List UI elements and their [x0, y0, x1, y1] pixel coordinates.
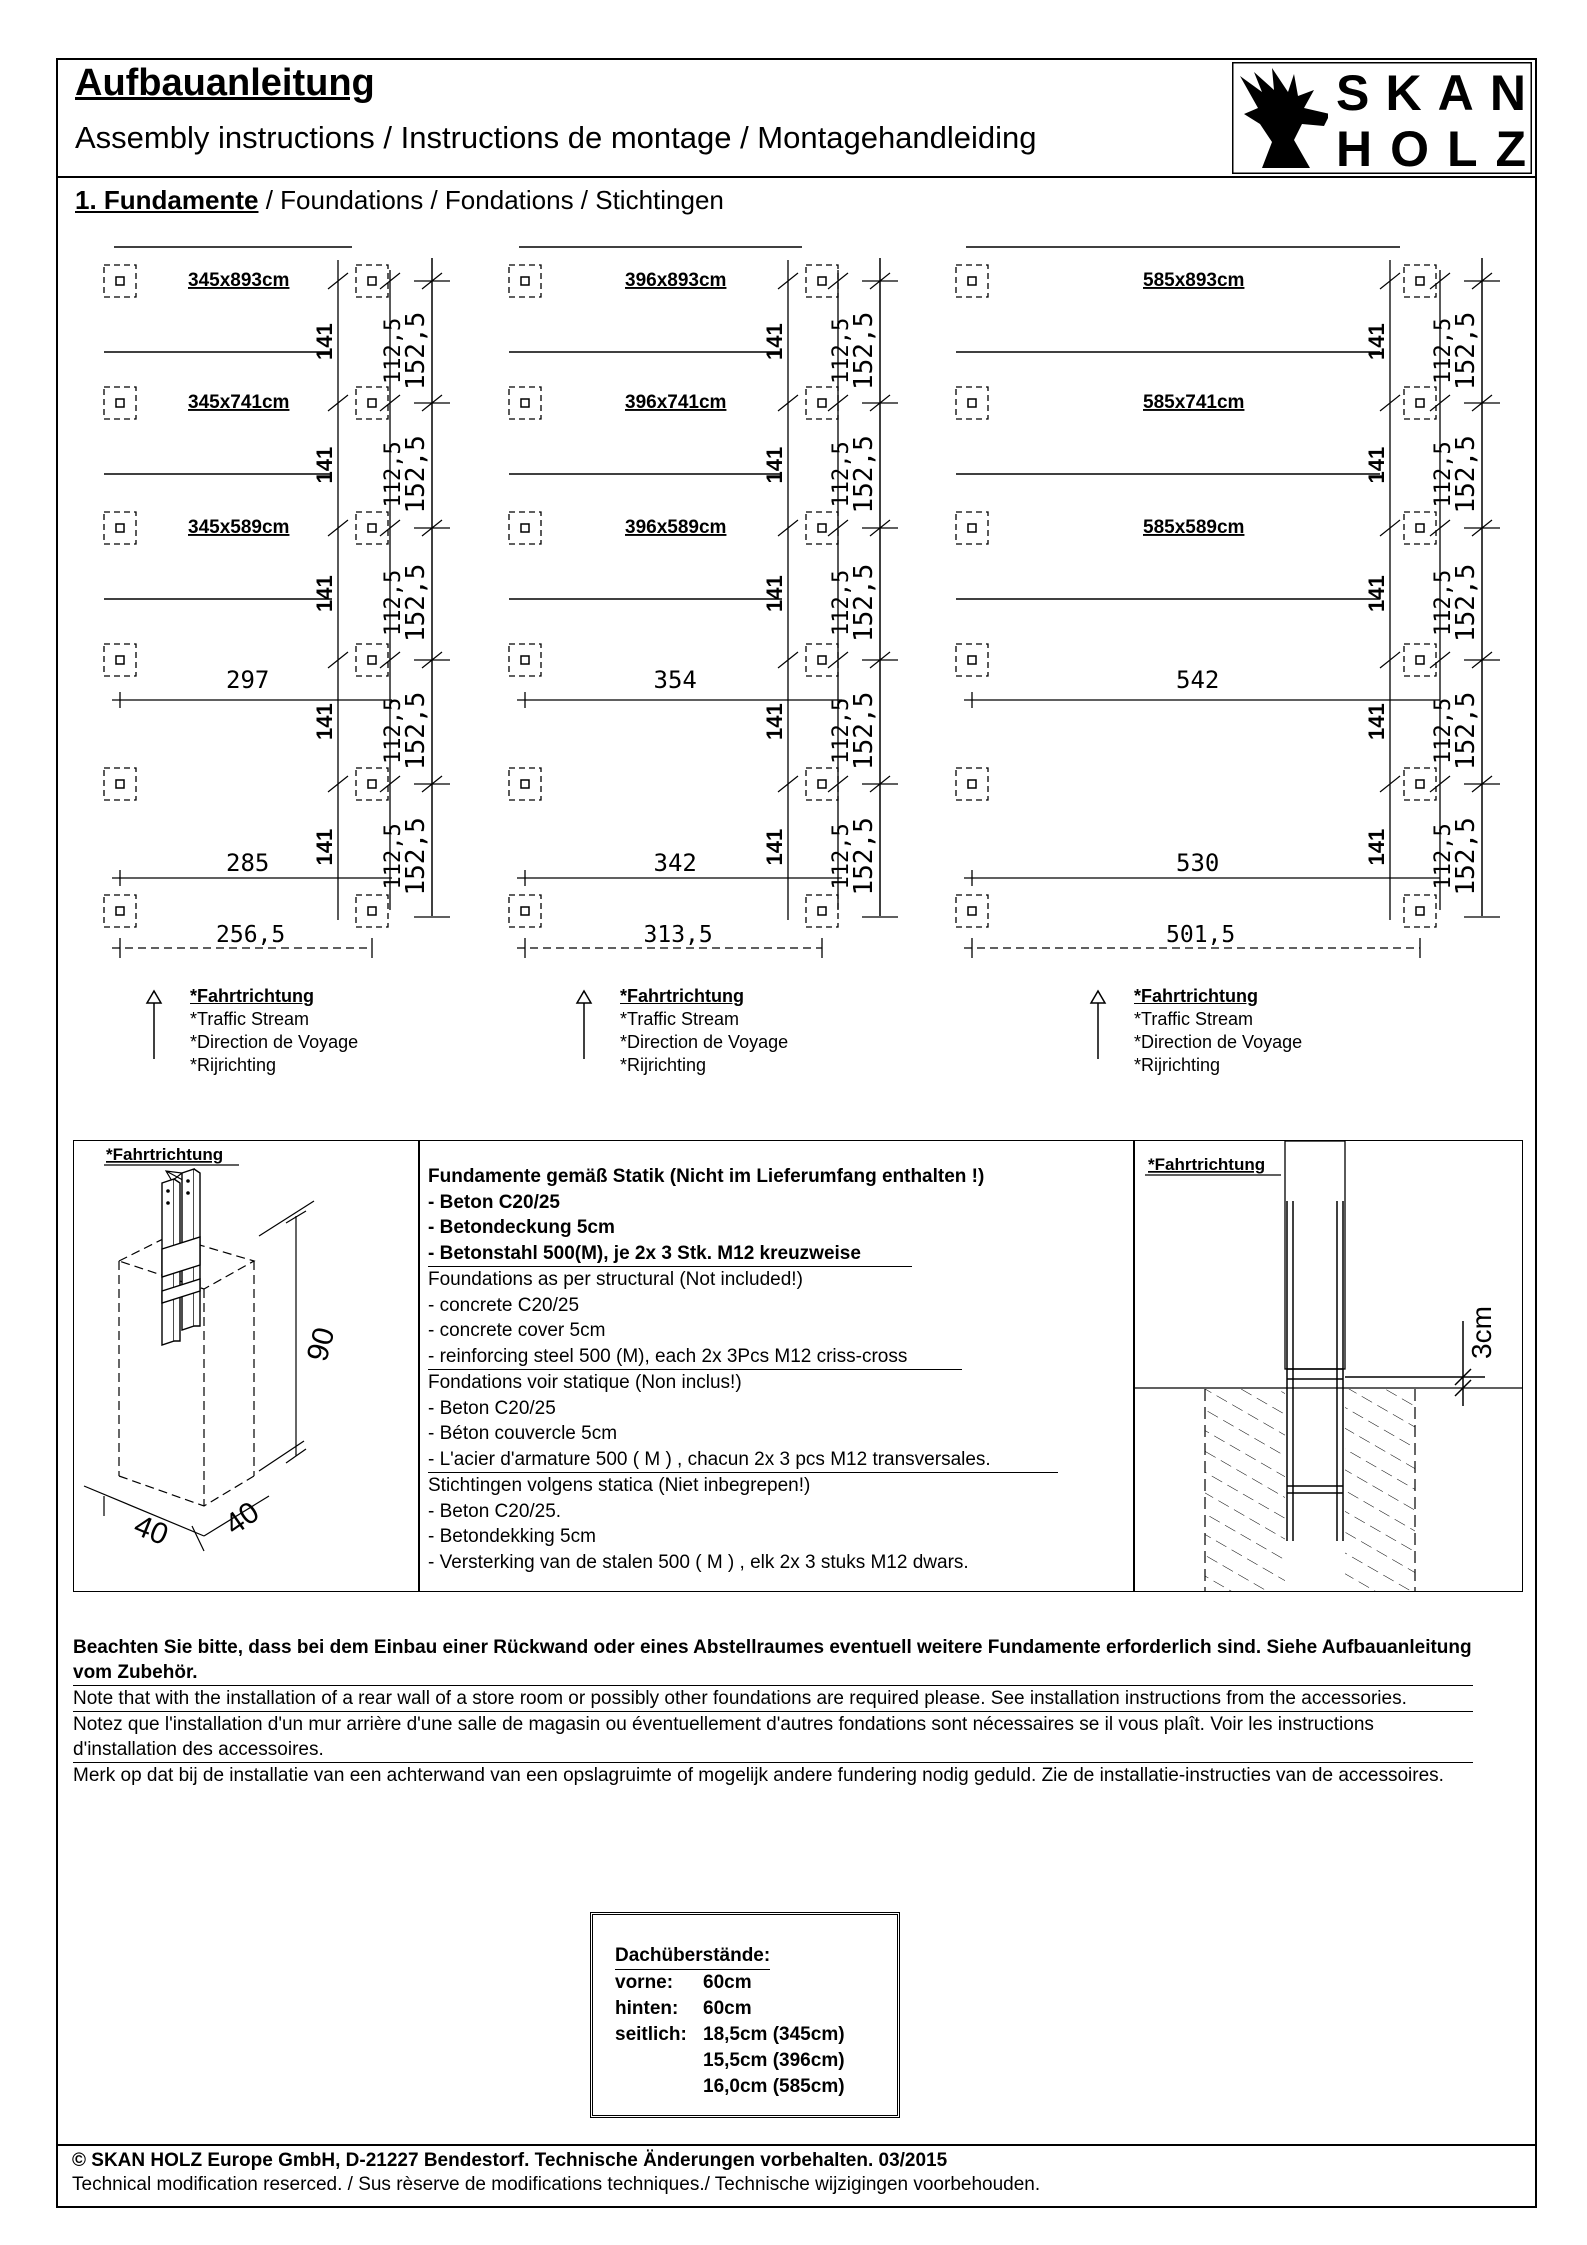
header-divider	[56, 176, 1537, 178]
page-title: Aufbauanleitung	[75, 62, 375, 104]
foundation-footing	[509, 768, 541, 800]
plan-span-dim: 141	[1364, 323, 1389, 360]
foundation-footing	[956, 387, 988, 419]
foundation-footing	[806, 265, 838, 297]
foundation-footing	[509, 895, 541, 927]
foundation-footing	[956, 512, 988, 544]
page-subtitle: Assembly instructions / Instructions de montage / Montagehandleiding	[75, 120, 1037, 155]
legend-en: *Traffic Stream	[190, 1009, 310, 1029]
plan-inner-dim: 112,5	[381, 441, 406, 508]
plan-size-label: 345x589cm	[188, 517, 290, 538]
direction-arrow-icon	[574, 989, 594, 1061]
dim-cover: 3cm	[1466, 1306, 1497, 1359]
plan-outer-dim: 152,5	[401, 311, 431, 390]
roof-front-value: 60cm	[703, 1972, 752, 1993]
plan-bottom-width: 256,5	[216, 922, 286, 948]
foundation-footing	[1404, 387, 1436, 419]
spec-fr-1: - Beton C20/25	[428, 1397, 556, 1419]
plan-inner-dim: 112,5	[829, 441, 854, 508]
post-anchor-section-drawing	[1135, 1141, 1522, 1591]
plan-outer-dim: 152,5	[849, 435, 879, 514]
plan-outer-dim: 152,5	[1451, 563, 1481, 642]
plan-width-lower: 530	[1176, 849, 1220, 877]
plan-inner-dim: 112,5	[1431, 697, 1456, 764]
foundation-footing	[356, 265, 388, 297]
notes-block	[73, 1635, 1513, 1788]
plan-outer-dim: 152,5	[401, 817, 431, 896]
note-de: Beachten Sie bitte, dass bei dem Einbau einer Rückwand oder eines Abstellraumes eventuell weitere Fundamente erforderlich sind. Siehe Aufbauanleitung vom Zubehör.	[73, 1637, 1472, 1683]
plan-inner-dim: 112,5	[829, 317, 854, 384]
registered-mark: ®	[1284, 153, 1296, 170]
plan-span-dim: 141	[1364, 703, 1389, 740]
roof-side-value-2: 15,5cm (396cm)	[703, 2050, 845, 2071]
roof-back-value: 60cm	[703, 1998, 752, 2019]
plan-span-dim: 141	[762, 446, 787, 484]
logo-text-bottom: HOLZ	[1336, 121, 1526, 174]
legend-nl: *Rijrichting	[190, 1055, 277, 1075]
plan-span-dim: 141	[312, 575, 337, 612]
foundation-footing	[104, 512, 136, 544]
plan-span-dim: 141	[312, 323, 337, 360]
dim-depth: 40	[129, 1508, 173, 1552]
dim-height: 90	[300, 1324, 342, 1365]
footer-copyright: © SKAN HOLZ Europe GmbH, D-21227 Bendestorf. Technische Änderungen vorbehalten. 03/2015	[72, 2150, 948, 2171]
plan-size-label: 396x893cm	[625, 270, 727, 291]
roof-side-value-1: 18,5cm (345cm)	[703, 2024, 845, 2045]
spec-fr-title: Fondations voir statique (Non inclus!)	[428, 1372, 742, 1393]
foundation-footing	[806, 644, 838, 676]
foundation-plans	[0, 230, 1587, 1090]
plan-span-dim: 141	[1364, 575, 1389, 612]
plan-span-dim: 141	[762, 828, 787, 866]
roof-overhang-box	[590, 1912, 900, 2118]
foundation-footing	[356, 644, 388, 676]
foundation-footing	[956, 768, 988, 800]
legend-en: *Traffic Stream	[620, 1009, 740, 1029]
plan-width-lower: 285	[226, 849, 270, 877]
section-title-rest: / Foundations / Fondations / Stichtingen	[258, 185, 724, 215]
plan-span-dim: 141	[762, 575, 787, 612]
foundation-footing	[1404, 512, 1436, 544]
plan-bottom-width: 501,5	[1166, 922, 1236, 948]
foundation-footing	[356, 387, 388, 419]
plan-span-dim: 141	[762, 703, 787, 740]
roof-back-label: hinten:	[615, 1998, 679, 2019]
plan-width-upper: 354	[653, 666, 697, 694]
foundation-plan-2	[509, 247, 898, 958]
plan-outer-dim: 152,5	[1451, 817, 1481, 896]
foundation-footing	[806, 387, 838, 419]
spec-nl-title: Stichtingen volgens statica (Niet inbegrepen!)	[428, 1475, 811, 1496]
foundation-footing	[104, 644, 136, 676]
spec-de-2: - Betondeckung 5cm	[428, 1217, 615, 1238]
foundation-footing	[806, 895, 838, 927]
plan-width-upper: 297	[226, 666, 270, 694]
plan-span-dim: 141	[1364, 446, 1389, 484]
foundation-footing	[104, 265, 136, 297]
plan-inner-dim: 112,5	[381, 823, 406, 890]
legend-title: *Fahrtrichtung	[1134, 986, 1258, 1006]
foundation-footing	[509, 644, 541, 676]
foundation-footing	[1404, 895, 1436, 927]
plan-bottom-width: 313,5	[643, 922, 713, 948]
foundation-footing	[356, 512, 388, 544]
roof-side-value-3: 16,0cm (585cm)	[703, 2076, 845, 2097]
plan-inner-dim: 112,5	[381, 569, 406, 636]
footer-divider	[56, 2144, 1537, 2146]
foundation-footing	[956, 644, 988, 676]
plan-size-label: 396x741cm	[625, 392, 727, 413]
foundation-footing	[104, 387, 136, 419]
spec-fr-3: - L'acier d'armature 500 ( M ) , chacun 2x 3 pcs M12 transversales.	[428, 1447, 1058, 1474]
roof-title: Dachüberstände:	[615, 1943, 770, 1970]
foundation-footing	[356, 768, 388, 800]
foundation-footing	[104, 768, 136, 800]
spec-en-1: - concrete C20/25	[428, 1294, 580, 1316]
plan-inner-dim: 112,5	[829, 823, 854, 890]
note-fr: Notez que l'installation d'un mur arrière d'une salle de magasin ou éventuellement d'autres fondations sont nécessaires se il vous plaît. Voir les instructions d'installation des accessoires.	[73, 1711, 1473, 1762]
legend-title: *Fahrtrichtung	[620, 986, 744, 1006]
legend-fr: *Direction de Voyage	[190, 1032, 359, 1052]
plan-size-label: 345x741cm	[188, 392, 290, 413]
foundation-footing	[509, 265, 541, 297]
plan-span-dim: 141	[312, 828, 337, 866]
spec-nl-2: - Betondekking 5cm	[428, 1526, 596, 1547]
plan-size-label: 585x741cm	[1143, 392, 1245, 413]
foundation-footing	[806, 768, 838, 800]
direction-arrow-icon	[144, 989, 164, 1061]
plan-size-label: 585x589cm	[1143, 517, 1245, 538]
foundation-footing	[956, 265, 988, 297]
foundation-footing	[509, 512, 541, 544]
plan-outer-dim: 152,5	[1451, 691, 1481, 770]
direction-legend-3	[1092, 985, 1302, 1077]
plan-inner-dim: 112,5	[1431, 569, 1456, 636]
roof-side-label: seitlich:	[615, 2024, 687, 2045]
legend-title: *Fahrtrichtung	[190, 986, 314, 1006]
plan-width-lower: 342	[653, 849, 697, 877]
plan-outer-dim: 152,5	[401, 563, 431, 642]
plan-outer-dim: 152,5	[401, 691, 431, 770]
foundation-plan-3	[956, 247, 1500, 958]
plan-inner-dim: 112,5	[1431, 823, 1456, 890]
foundation-footing	[356, 895, 388, 927]
plan-span-dim: 141	[312, 446, 337, 484]
plan-outer-dim: 152,5	[849, 311, 879, 390]
spec-fr-2: - Béton couvercle 5cm	[428, 1423, 618, 1444]
foundation-footing	[1404, 265, 1436, 297]
plan-outer-dim: 152,5	[849, 691, 879, 770]
plan-size-label: 345x893cm	[188, 270, 290, 291]
plan-inner-dim: 112,5	[381, 317, 406, 384]
spec-nl-1: - Beton C20/25.	[428, 1500, 562, 1522]
legend-nl: *Rijrichting	[620, 1055, 707, 1075]
spec-de-1: - Beton C20/25	[428, 1191, 560, 1213]
logo-text-top: SKAN	[1336, 65, 1526, 121]
plan-inner-dim: 112,5	[1431, 317, 1456, 384]
direction-arrow-icon	[1088, 989, 1108, 1061]
spec-en-3: - reinforcing steel 500 (M), each 2x 3Pcs M12 criss-cross	[428, 1344, 962, 1371]
plan-outer-dim: 152,5	[1451, 435, 1481, 514]
skan-holz-logo	[1232, 62, 1532, 174]
section-number-title: 1. Fundamente	[75, 185, 259, 215]
plan-outer-dim: 152,5	[849, 563, 879, 642]
plan-inner-dim: 112,5	[381, 697, 406, 764]
foundation-footing	[1404, 768, 1436, 800]
plan-inner-dim: 112,5	[829, 569, 854, 636]
detail-direction-label: *Fahrtrichtung	[1148, 1155, 1266, 1174]
detail-divider-left	[418, 1140, 420, 1592]
detail-direction-label: *Fahrtrichtung	[106, 1145, 224, 1164]
roof-front-label: vorne:	[615, 1972, 674, 1993]
direction-legend-2	[578, 985, 788, 1077]
plan-span-dim: 141	[1364, 828, 1389, 866]
legend-nl: *Rijrichting	[1134, 1055, 1221, 1075]
plan-size-label: 585x893cm	[1143, 270, 1245, 291]
legend-fr: *Direction de Voyage	[1134, 1032, 1303, 1052]
plan-outer-dim: 152,5	[1451, 311, 1481, 390]
note-nl: Merk op dat bij de installatie van een achterwand van een opslagruimte of mogelijk andere fundering nodig geduld. Zie de installatie-instructies van de accessoires.	[73, 1762, 1473, 1788]
spec-en-title: Foundations as per structural (Not included!)	[428, 1269, 803, 1290]
plan-outer-dim: 152,5	[401, 435, 431, 514]
plan-inner-dim: 112,5	[1431, 441, 1456, 508]
plan-span-dim: 141	[312, 703, 337, 740]
foundation-footing	[509, 387, 541, 419]
plan-width-upper: 542	[1176, 666, 1220, 694]
direction-legend-1	[148, 985, 358, 1077]
isometric-foundation-drawing	[74, 1141, 417, 1591]
plan-span-dim: 141	[762, 323, 787, 360]
plan-outer-dim: 152,5	[849, 817, 879, 896]
foundation-footing	[956, 895, 988, 927]
foundation-plan-1	[104, 247, 450, 958]
spec-en-2: - concrete cover 5cm	[428, 1320, 606, 1341]
spec-nl-3: - Versterking van de stalen 500 ( M ) , elk 2x 3 stuks M12 dwars.	[428, 1551, 969, 1573]
foundation-footing	[1404, 644, 1436, 676]
plan-inner-dim: 112,5	[829, 697, 854, 764]
foundation-spec-text	[428, 1164, 1128, 1575]
section-heading	[75, 185, 724, 216]
foundation-footing	[104, 895, 136, 927]
plan-size-label: 396x589cm	[625, 517, 727, 538]
footer-disclaimer: Technical modification reserced. / Sus rèserve de modifications techniques./ Technische wijzigingen voorbehouden.	[72, 2174, 1041, 2195]
legend-fr: *Direction de Voyage	[620, 1032, 789, 1052]
legend-en: *Traffic Stream	[1134, 1009, 1254, 1029]
dim-width: 40	[219, 1495, 266, 1542]
spec-de-3: - Betonstahl 500(M), je 2x 3 Stk. M12 kreuzweise	[428, 1241, 912, 1268]
note-en: Note that with the installation of a rear wall of a store room or possibly other foundations are required please. See installation instructions from the accessories.	[73, 1685, 1473, 1711]
spec-de-title: Fundamente gemäß Statik (Nicht im Lieferumfang enthalten !)	[428, 1166, 985, 1187]
foundation-footing	[806, 512, 838, 544]
